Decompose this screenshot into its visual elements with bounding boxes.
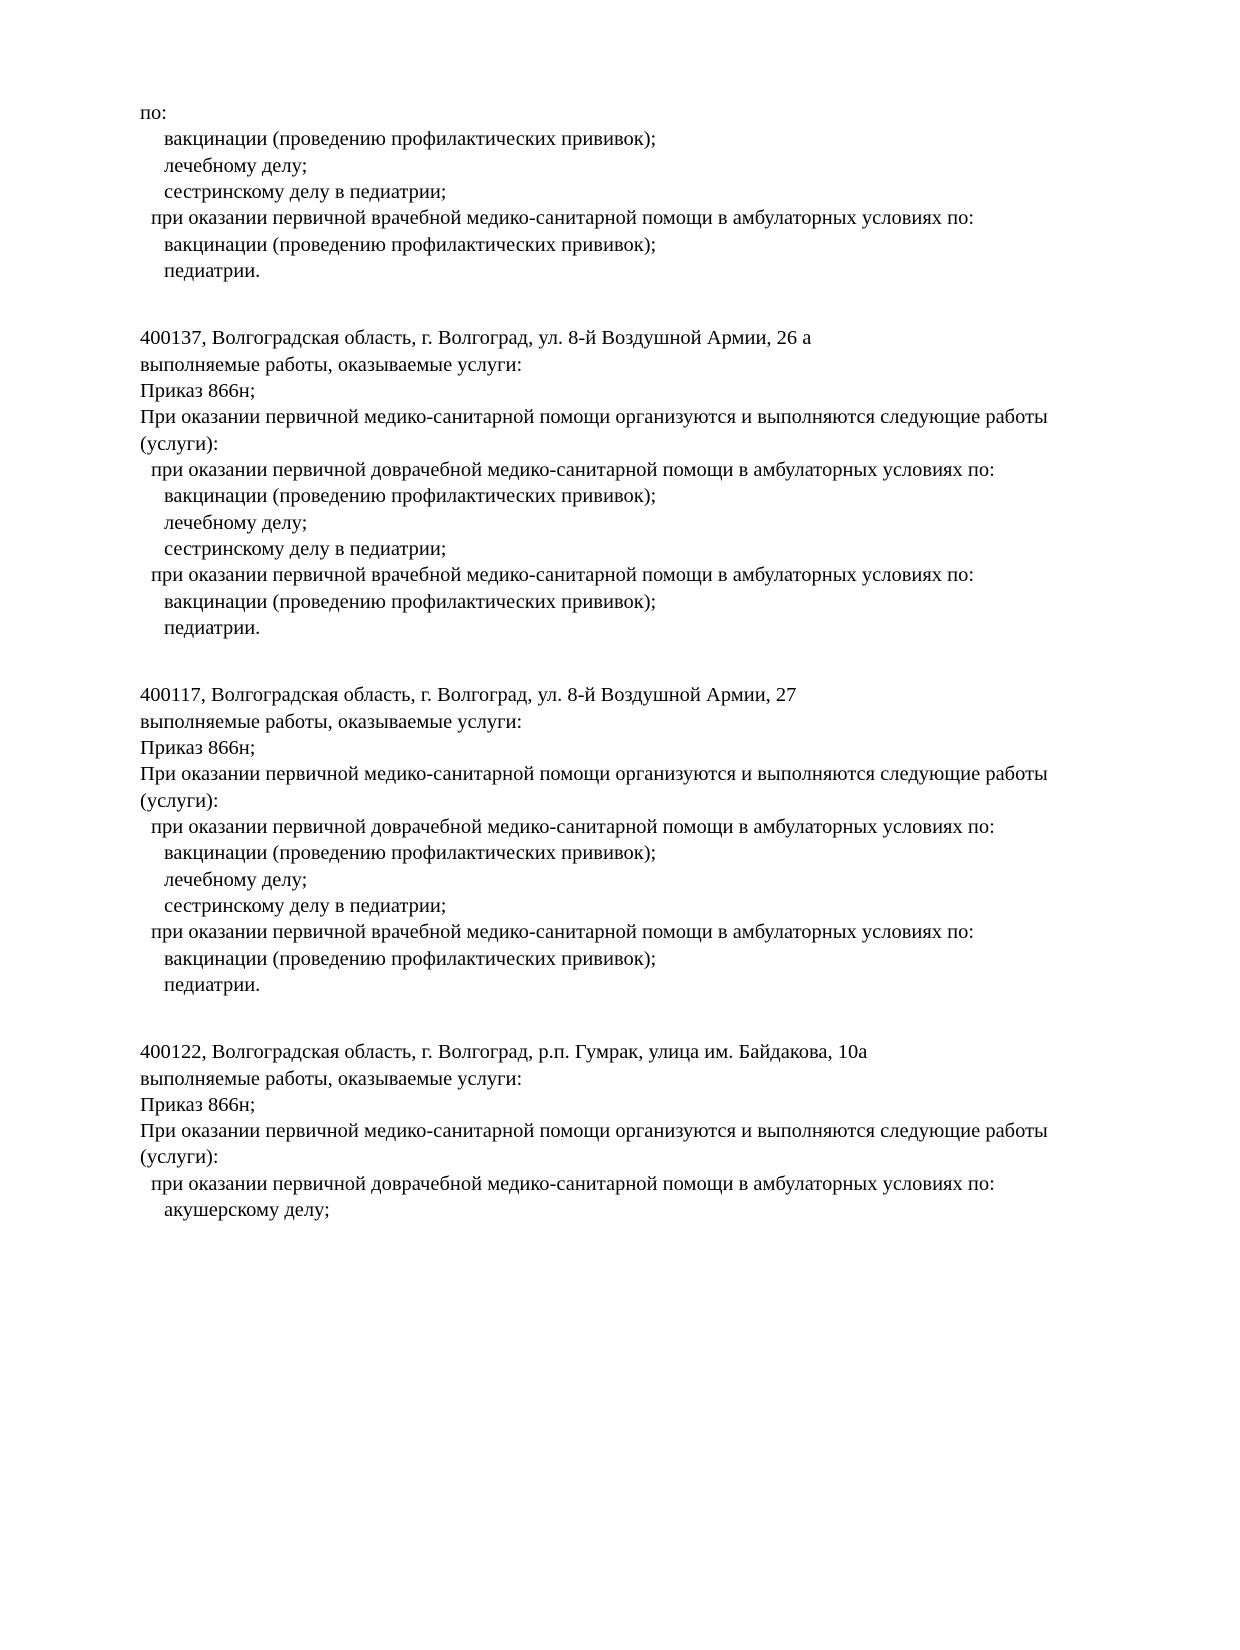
address-block	[140, 682, 1100, 998]
document-line: Приказ 866н;	[140, 736, 256, 759]
document-line: сестринскому делу в педиатрии;	[164, 180, 447, 203]
document-line: выполняемые работы, оказываемые услуги:	[140, 710, 523, 733]
document-body	[140, 100, 1100, 1223]
document-line: лечебному делу;	[164, 511, 308, 534]
document-line: вакцинации (проведению профилактических прививок);	[164, 842, 657, 865]
paragraph-spacer	[140, 641, 1100, 682]
document-line: вакцинации (проведению профилактических прививок);	[164, 128, 657, 151]
document-line: сестринскому делу в педиатрии;	[164, 537, 447, 560]
document-line: при оказании первичной доврачебной медико-санитарной помощи в амбулаторных условиях по:	[151, 458, 995, 481]
document-line: при оказании первичной врачебной медико-санитарной помощи в амбулаторных условиях по:	[151, 564, 975, 587]
document-line: лечебному делу;	[164, 154, 308, 177]
document-line: педиатрии.	[164, 259, 261, 282]
facility-address: 400137, Волгоградская область, г. Волгоград, ул. 8-й Воздушной Армии, 26 а	[140, 327, 812, 350]
document-line: по:	[140, 102, 167, 124]
document-line: при оказании первичной врачебной медико-санитарной помощи в амбулаторных условиях по:	[151, 921, 975, 944]
document-line: сестринскому делу в педиатрии;	[164, 894, 447, 917]
document-line: при оказании первичной врачебной медико-санитарной помощи в амбулаторных условиях по:	[151, 207, 975, 230]
document-line: При оказании первичной медико-санитарной помощи организуются и выполняются следующие работы (услуги):	[140, 763, 1053, 812]
document-line: педиатрии.	[164, 973, 261, 996]
document-line: вакцинации (проведению профилактических прививок);	[164, 485, 657, 508]
document-line: при оказании первичной доврачебной медико-санитарной помощи в амбулаторных условиях по:	[151, 815, 995, 838]
document-line: Приказ 866н;	[140, 379, 256, 402]
document-line: при оказании первичной доврачебной медико-санитарной помощи в амбулаторных условиях по:	[151, 1172, 995, 1195]
document-line: выполняемые работы, оказываемые услуги:	[140, 353, 523, 376]
address-block	[140, 1039, 1100, 1223]
document-line: лечебному делу;	[164, 868, 308, 891]
facility-address: 400122, Волгоградская область, г. Волгоград, р.п. Гумрак, улица им. Байдакова, 10а	[140, 1041, 868, 1064]
document-line: выполняемые работы, оказываемые услуги:	[140, 1067, 523, 1090]
document-line: вакцинации (проведению профилактических прививок);	[164, 590, 657, 613]
address-block	[140, 325, 1100, 641]
document-line: Приказ 866н;	[140, 1093, 256, 1116]
document-line: При оказании первичной медико-санитарной помощи организуются и выполняются следующие работы (услуги):	[140, 406, 1053, 455]
document-line: акушерскому делу;	[164, 1199, 330, 1222]
document-line: При оказании первичной медико-санитарной помощи организуются и выполняются следующие работы (услуги):	[140, 1120, 1053, 1169]
document-line: вакцинации (проведению профилактических прививок);	[164, 947, 657, 970]
document-line: педиатрии.	[164, 616, 261, 639]
facility-address: 400117, Волгоградская область, г. Волгоград, ул. 8-й Воздушной Армии, 27	[140, 684, 797, 707]
paragraph-spacer	[140, 998, 1100, 1039]
document-line: вакцинации (проведению профилактических прививок);	[164, 233, 657, 256]
paragraph-spacer	[140, 284, 1100, 325]
continuation-block	[140, 100, 1100, 284]
